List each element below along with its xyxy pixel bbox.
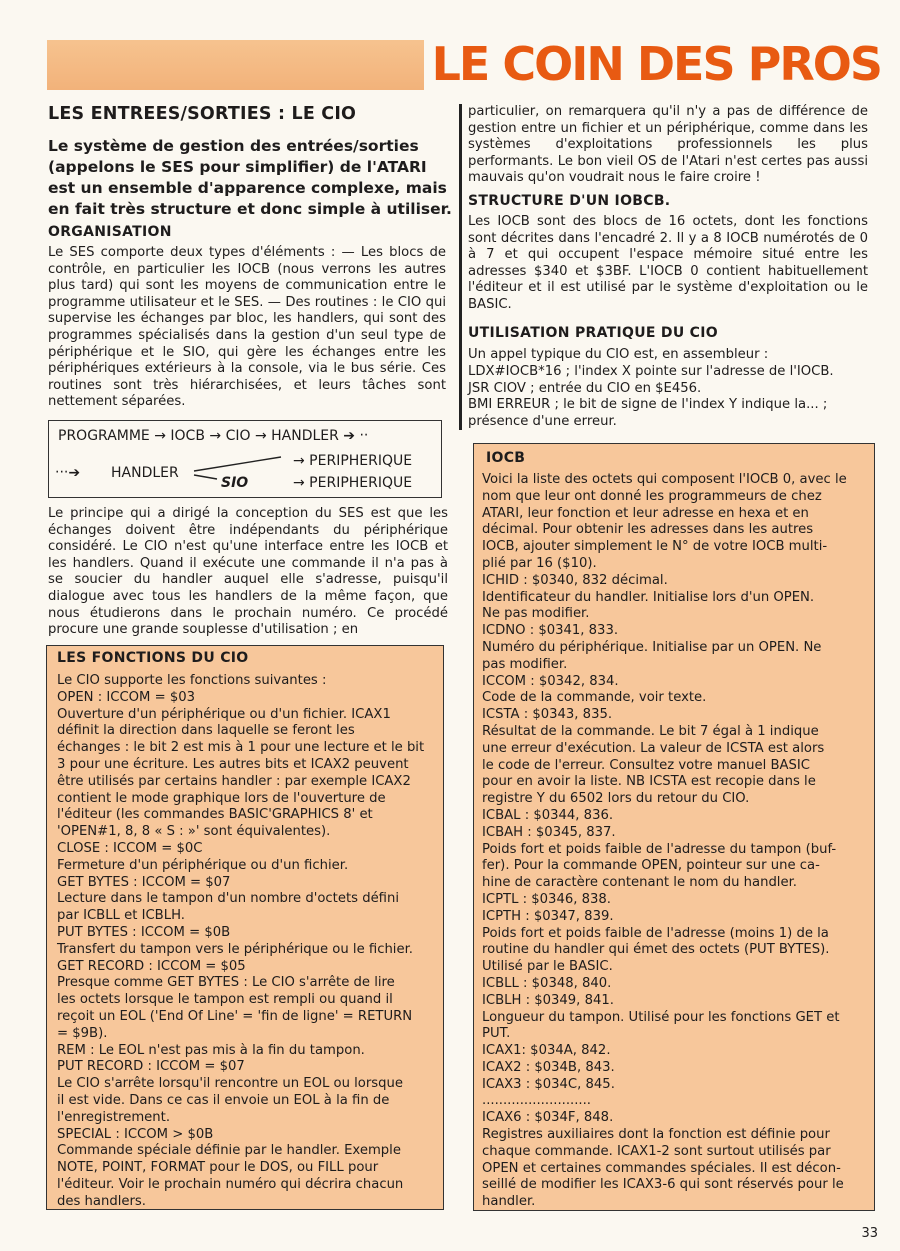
box-line: pas modifier. (482, 656, 568, 672)
column-rule (459, 104, 462, 430)
box-line: Presque comme GET BYTES : Le CIO s'arrête de lire (57, 975, 395, 991)
box-line: Utilisé par le BASIC. (482, 959, 613, 975)
box-line: Poids fort et poids faible de l'adresse (moins 1) de la (482, 925, 829, 941)
box-line: ICAX3 : $034C, 845. (482, 1076, 615, 1092)
box-line: Lecture dans le tampon d'un nombre d'octets défini (57, 891, 400, 907)
utilisation-text (468, 347, 878, 431)
diagram-arrow-in: ‧‧‧➔ (55, 465, 81, 481)
box-line: Poids fort et poids faible de l'adresse du tampon (buf- (482, 841, 837, 857)
box-line: IOCB, ajouter simplement le N° de votre IOCB multi- (482, 539, 828, 555)
box-line: ICAX2 : $034B, 843. (482, 1059, 615, 1075)
box-line: ICAX1: $034A, 842. (482, 1043, 611, 1059)
box-line: SPECIAL : ICCOM > $0B (57, 1126, 214, 1142)
box-line: Identificateur du handler. Initialise lors d'un OPEN. (482, 589, 815, 605)
box-line: ICBAH : $0345, 837. (482, 824, 616, 840)
structure-heading: STRUCTURE D'UN IOBCB. (468, 193, 671, 209)
box-line: Ouverture d'un périphérique ou d'un fichier. ICAX1 (57, 706, 391, 722)
diagram-line-1: PROGRAMME → IOCB → CIO → HANDLER ➔ ‧‧ (58, 428, 369, 444)
iocb-box-title: IOCB (486, 450, 526, 466)
box-line: 'OPEN#1, 8, 8 « S : »' sont équivalentes). (57, 824, 331, 840)
iocb-box (473, 443, 875, 1211)
box-line: ICAX6 : $034F, 848. (482, 1110, 614, 1126)
box-line: ICPTL : $0346, 838. (482, 891, 611, 907)
section-title: LES ENTREES/SORTIES : LE CIO (48, 104, 357, 124)
box-line: 3 pour une écriture. Les autres bits et ICAX2 peuvent (57, 756, 409, 772)
box-line: OPEN et certaines commandes spéciales. Il est décon- (482, 1160, 841, 1176)
utilisation-heading: UTILISATION PRATIQUE DU CIO (468, 325, 718, 341)
lead-paragraph (48, 136, 458, 220)
box-line: pour en avoir la liste. NB ICSTA est recopie dans le (482, 774, 816, 790)
box-line: Code de la commande, voir texte. (482, 690, 707, 706)
box-line: décimal. Pour obtenir les adresses dans les autres (482, 522, 814, 538)
box-line: l'éditeur (les commandes BASIC'GRAPHICS 8' et (57, 807, 373, 823)
box-line: NOTE, POINT, FORMAT pour le DOS, ou FILL pour (57, 1160, 379, 1176)
box-line: PUT BYTES : ICCOM = $0B (57, 924, 231, 940)
page-title: LE COIN DES PROS (424, 36, 900, 92)
box-line: ICHID : $0340, 832 décimal. (482, 572, 668, 588)
box-line: registre Y du 6502 lors du retour du CIO. (482, 791, 750, 807)
organisation-heading: ORGANISATION (48, 224, 172, 240)
page-number: 33 (861, 1226, 878, 1241)
utilisation-line: Un appel typique du CIO est, en assembleur : (468, 347, 769, 362)
box-line: Fermeture d'un périphérique ou d'un fichier. (57, 857, 349, 873)
organisation-text: Le SES comporte deux types d'éléments : — Les blocs de contrôle, en particulier les IOCB (nous verrons les autres plus tard) qui sont les moyens de communication entre le programme utilisateur et le SES. — Des routines : le CIO qui supervise les échanges par bloc, les handlers, qui sont des programmes spécialisés dans la gestion d'un seul type de périphérique et le SIO, qui gère les échanges entre les périphériques extérieurs à la console, via le bus série. Ces routines sont très hiérarchisées, et leurs tâches sont nettement séparées. (48, 245, 446, 410)
box-line: Transfert du tampon vers le périphérique ou le fichier. (57, 941, 413, 957)
right-intro-text: particulier, on remarquera qu'il n'y a pas de différence de gestion entre un fichier et un périphérique, comme dans les systèmes d'exploitations professionnels les plus performants. Le bon vieil OS de l'Atari n'est certes pas aussi mauvais qu'on voudrait nous le faire croire ! (468, 104, 868, 186)
box-line: le code de l'erreur. Consultez votre manuel BASIC (482, 757, 810, 773)
box-line: ICPTH : $0347, 839. (482, 908, 614, 924)
box-line: il est vide. Dans ce cas il envoie un EOL à la fin de (57, 1092, 390, 1108)
box-line: l'enregistrement. (57, 1109, 171, 1125)
diagram-sio: SIO (221, 475, 249, 491)
diagram-peripheral-1: → PERIPHERIQUE (293, 453, 413, 469)
box-line: ICDNO : $0341, 833. (482, 623, 619, 639)
box-line: PUT. (482, 1026, 511, 1042)
box-line: Résultat de la commande. Le bit 7 égal à 1 indique (482, 723, 819, 739)
lead-line: (appelons le SES pour simplifier) de l'ATARI (48, 158, 427, 176)
lead-line: est un ensemble d'apparence complexe, mais (48, 179, 447, 197)
diagram-handler: HANDLER (111, 465, 179, 481)
box-line: Commande spéciale définie par le handler. Exemple (57, 1143, 401, 1159)
utilisation-line: JSR CIOV ; entrée du CIO en $E456. (468, 380, 702, 396)
box-line: une erreur d'exécution. La valeur de ICSTA est alors (482, 740, 825, 756)
box-line: ICBLL : $0348, 840. (482, 975, 612, 991)
cio-flow-diagram (48, 420, 442, 498)
box-line: Voici la liste des octets qui composent l'IOCB 0, avec le (482, 472, 847, 487)
box-line: plié par 16 ($10). (482, 555, 597, 571)
box-line: seillé de modifier les ICAX3-6 qui sont réservés pour le (482, 1177, 844, 1193)
box-line: ATARI, leur fonction et leur adresse en hexa et en (482, 505, 809, 521)
box-line: des handlers. (57, 1193, 146, 1209)
box-line: ICBAL : $0344, 836. (482, 807, 614, 823)
box-line: échanges : le bit 2 est mis à 1 pour une lecture et le bit (57, 740, 425, 756)
utilisation-line: BMI ERREUR ; le bit de signe de l'index Y indique la... ; (468, 397, 828, 413)
box-line: définit la direction dans laquelle se feront les (57, 723, 355, 739)
box-line: nom que leur ont donné les programmeurs de chez (482, 488, 822, 504)
box-line: Le CIO supporte les fonctions suivantes : (57, 673, 327, 688)
box-line: REM : Le EOL n'est pas mis à la fin du tampon. (57, 1042, 365, 1058)
box-line: handler. (482, 1194, 536, 1210)
iocb-box-lines (482, 472, 847, 1211)
box-line: chaque commande. ICAX1-2 sont surtout utilisés par (482, 1143, 831, 1159)
box-line: les octets lorsque le tampon est rempli ou quand il (57, 992, 393, 1008)
principle-text: Le principe qui a dirigé la conception du SES est que les échanges doivent être indépendants du périphérique considéré. Le CIO n'est qu'une interface entre les IOCB et les handlers. Quand il exécute une commande il n'a pas à se soucier du handler auquel elle s'adresse, puisqu'il dialogue avec tous les handlers de la même façon, que nous étudierons dans le prochain numéro. Ce procédé procure une grande souplesse d'utilisation ; en (48, 506, 448, 638)
diagram-branch-lines (189, 449, 289, 489)
box-line: GET RECORD : ICCOM = $05 (57, 958, 246, 974)
box-line: GET BYTES : ICCOM = $07 (57, 874, 231, 890)
structure-text: Les IOCB sont des blocs de 16 octets, dont les fonctions sont décrites dans l'encadré 2. Il y a 8 IOCB numérotés de 0 à 7 et qui occupent l'espace mémoire situé entre les adresses $340 et $3BF. L'IOCB 0 contient habituellement l'éditeur et il est utilisé par le système d'exploitation ou le BASIC. (468, 214, 868, 312)
box-line: reçoit un EOL ('End Of Line' = 'fin de ligne' = RETURN (57, 1008, 413, 1024)
box-line: PUT RECORD : ICCOM = $07 (57, 1059, 245, 1075)
box-line: CLOSE : ICCOM = $0C (57, 840, 203, 856)
box-line: Ne pas modifier. (482, 606, 590, 622)
box-line: = $9B). (57, 1025, 108, 1041)
lead-line: Le système de gestion des entrées/sorties (48, 137, 419, 155)
fonctions-box-title: LES FONCTIONS DU CIO (57, 650, 249, 666)
box-line: .......................... (482, 1093, 591, 1109)
fonctions-box (46, 645, 444, 1210)
fonctions-box-lines (57, 673, 424, 1211)
lead-line: en fait très structure et donc simple à utiliser. (48, 200, 452, 218)
box-line: ICSTA : $0343, 835. (482, 707, 613, 723)
diagram-peripheral-2: → PERIPHERIQUE (293, 475, 413, 491)
box-line: OPEN : ICCOM = $03 (57, 689, 196, 705)
box-line: contient le mode graphique lors de l'ouverture de (57, 790, 386, 806)
box-line: hine de caractère contenant le nom du handler. (482, 875, 797, 891)
box-line: par ICBLL et ICBLH. (57, 908, 185, 924)
header-banner (47, 37, 900, 91)
box-line: l'éditeur. Voir le prochain numéro qui décrira chacun (57, 1176, 404, 1192)
utilisation-line: présence d'une erreur. (468, 414, 617, 430)
box-line: Numéro du périphérique. Initialise par un OPEN. Ne (482, 639, 822, 655)
box-line: fer). Pour la commande OPEN, pointeur sur une ca- (482, 858, 820, 874)
box-line: Longueur du tampon. Utilisé pour les fonctions GET et (482, 1009, 840, 1025)
box-line: ICCOM : $0342, 834. (482, 673, 619, 689)
box-line: routine du handler qui émet des octets (PUT BYTES). (482, 942, 830, 958)
box-line: ICBLH : $0349, 841. (482, 992, 614, 1008)
box-line: être utilisés par certains handler : par exemple ICAX2 (57, 773, 411, 789)
box-line: Le CIO s'arrête lorsqu'il rencontre un EOL ou lorsque (57, 1076, 404, 1092)
utilisation-line: LDX#IOCB*16 ; l'index X pointe sur l'adresse de l'IOCB. (468, 363, 834, 379)
box-line: Registres auxiliaires dont la fonction est définie pour (482, 1127, 830, 1143)
